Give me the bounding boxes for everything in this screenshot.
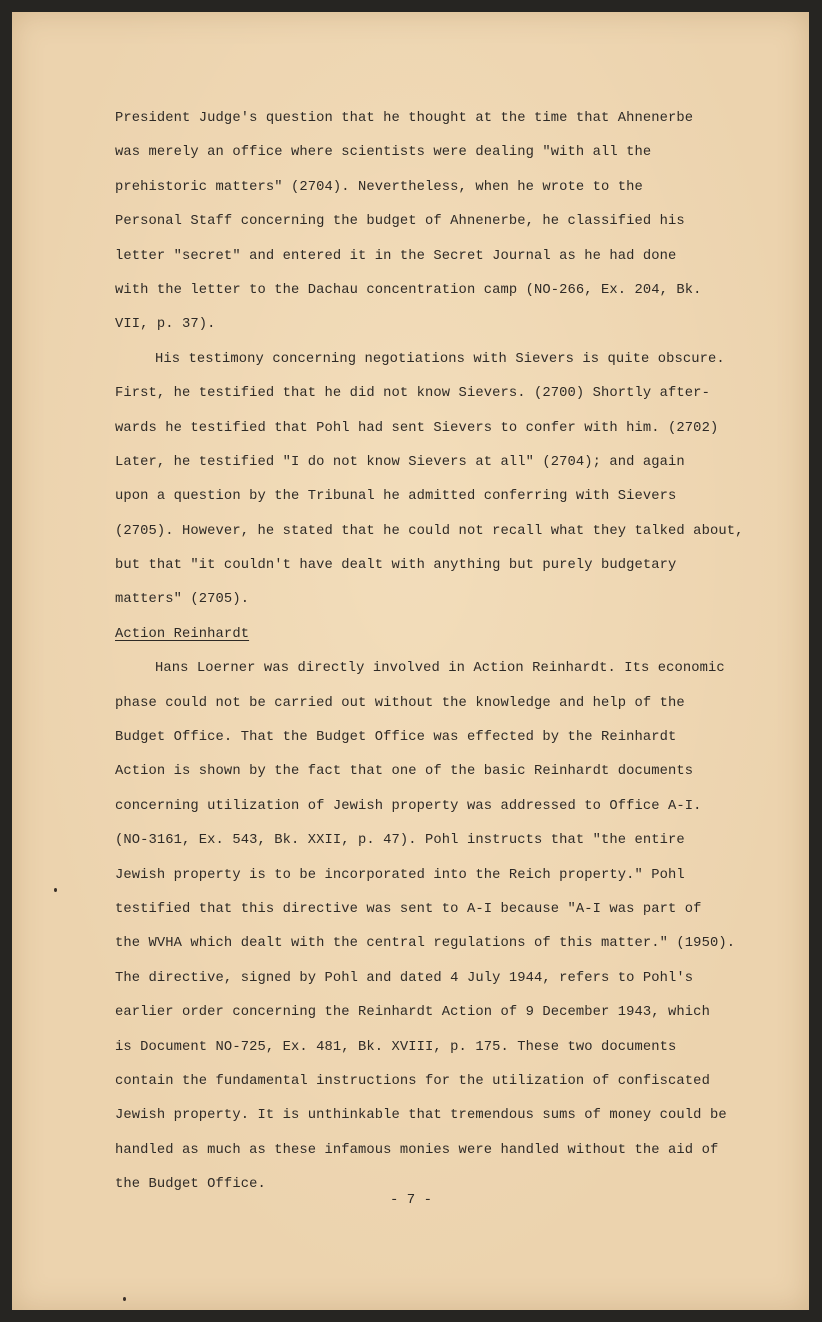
text-line: but that "it couldn't have dealt with anything but purely budgetary [115, 558, 677, 574]
text-line: Personal Staff concerning the budget of Ahnenerbe, he classified his [115, 214, 685, 230]
text-line: (NO-3161, Ex. 543, Bk. XXII, p. 47). Pohl instructs that "the entire [115, 833, 685, 849]
text-line: handled as much as these infamous monies were handled without the aid of [115, 1142, 719, 1158]
text-line: is Document NO-725, Ex. 481, Bk. XVIII, p. 175. These two documents [115, 1039, 677, 1055]
text-line: Action is shown by the fact that one of the basic Reinhardt documents [115, 764, 694, 780]
text-line: contain the fundamental instructions for the utilization of confiscated [115, 1073, 710, 1089]
text-line: testified that this directive was sent to A-I because "A-I was part of [115, 901, 702, 917]
text-line: First, he testified that he did not know Sievers. (2700) Shortly after- [115, 386, 710, 402]
text-line: (2705). However, he stated that he could not recall what they talked about, [115, 523, 744, 539]
section-heading-text: Action Reinhardt [115, 626, 250, 642]
text-line: the Budget Office. [115, 1177, 266, 1193]
document-page [12, 12, 809, 1310]
text-line: Hans Loerner was directly involved in Action Reinhardt. Its economic [155, 661, 725, 677]
paper-speck [54, 888, 57, 892]
text-line: with the letter to the Dachau concentration camp (NO-266, Ex. 204, Bk. [115, 282, 702, 298]
text-line: Later, he testified "I do not know Sievers at all" (2704); and again [115, 454, 685, 470]
text-line: phase could not be carried out without the knowledge and help of the [115, 695, 685, 711]
text-line: concerning utilization of Jewish property was addressed to Office A-I. [115, 798, 702, 814]
text-line: the WVHA which dealt with the central regulations of this matter." (1950). [115, 936, 736, 952]
text-line: VII, p. 37). [115, 317, 216, 333]
document-body [115, 107, 775, 1208]
text-line: His testimony concerning negotiations with Sievers is quite obscure. [155, 351, 725, 367]
text-line: was merely an office where scientists were dealing "with all the [115, 145, 652, 161]
text-line: matters" (2705). [115, 592, 250, 608]
text-line: earlier order concerning the Reinhardt Action of 9 December 1943, which [115, 1005, 710, 1021]
text-line: prehistoric matters" (2704). Nevertheless, when he wrote to the [115, 179, 643, 195]
paper-speck [123, 1297, 126, 1301]
text-line: upon a question by the Tribunal he admitted conferring with Sievers [115, 489, 677, 505]
text-line: letter "secret" and entered it in the Secret Journal as he had done [115, 248, 677, 264]
text-line: President Judge's question that he thought at the time that Ahnenerbe [115, 111, 694, 126]
text-line: Jewish property. It is unthinkable that tremendous sums of money could be [115, 1108, 727, 1124]
section-heading [115, 623, 775, 657]
text-line: The directive, signed by Pohl and dated 4 July 1944, refers to Pohl's [115, 970, 694, 986]
text-line: Budget Office. That the Budget Office was effected by the Reinhardt [115, 730, 677, 746]
page-number: - 7 - [389, 1192, 432, 1208]
text-line: wards he testified that Pohl had sent Sievers to confer with him. (2702) [115, 420, 719, 436]
text-line: Jewish property is to be incorporated into the Reich property." Pohl [115, 867, 685, 883]
